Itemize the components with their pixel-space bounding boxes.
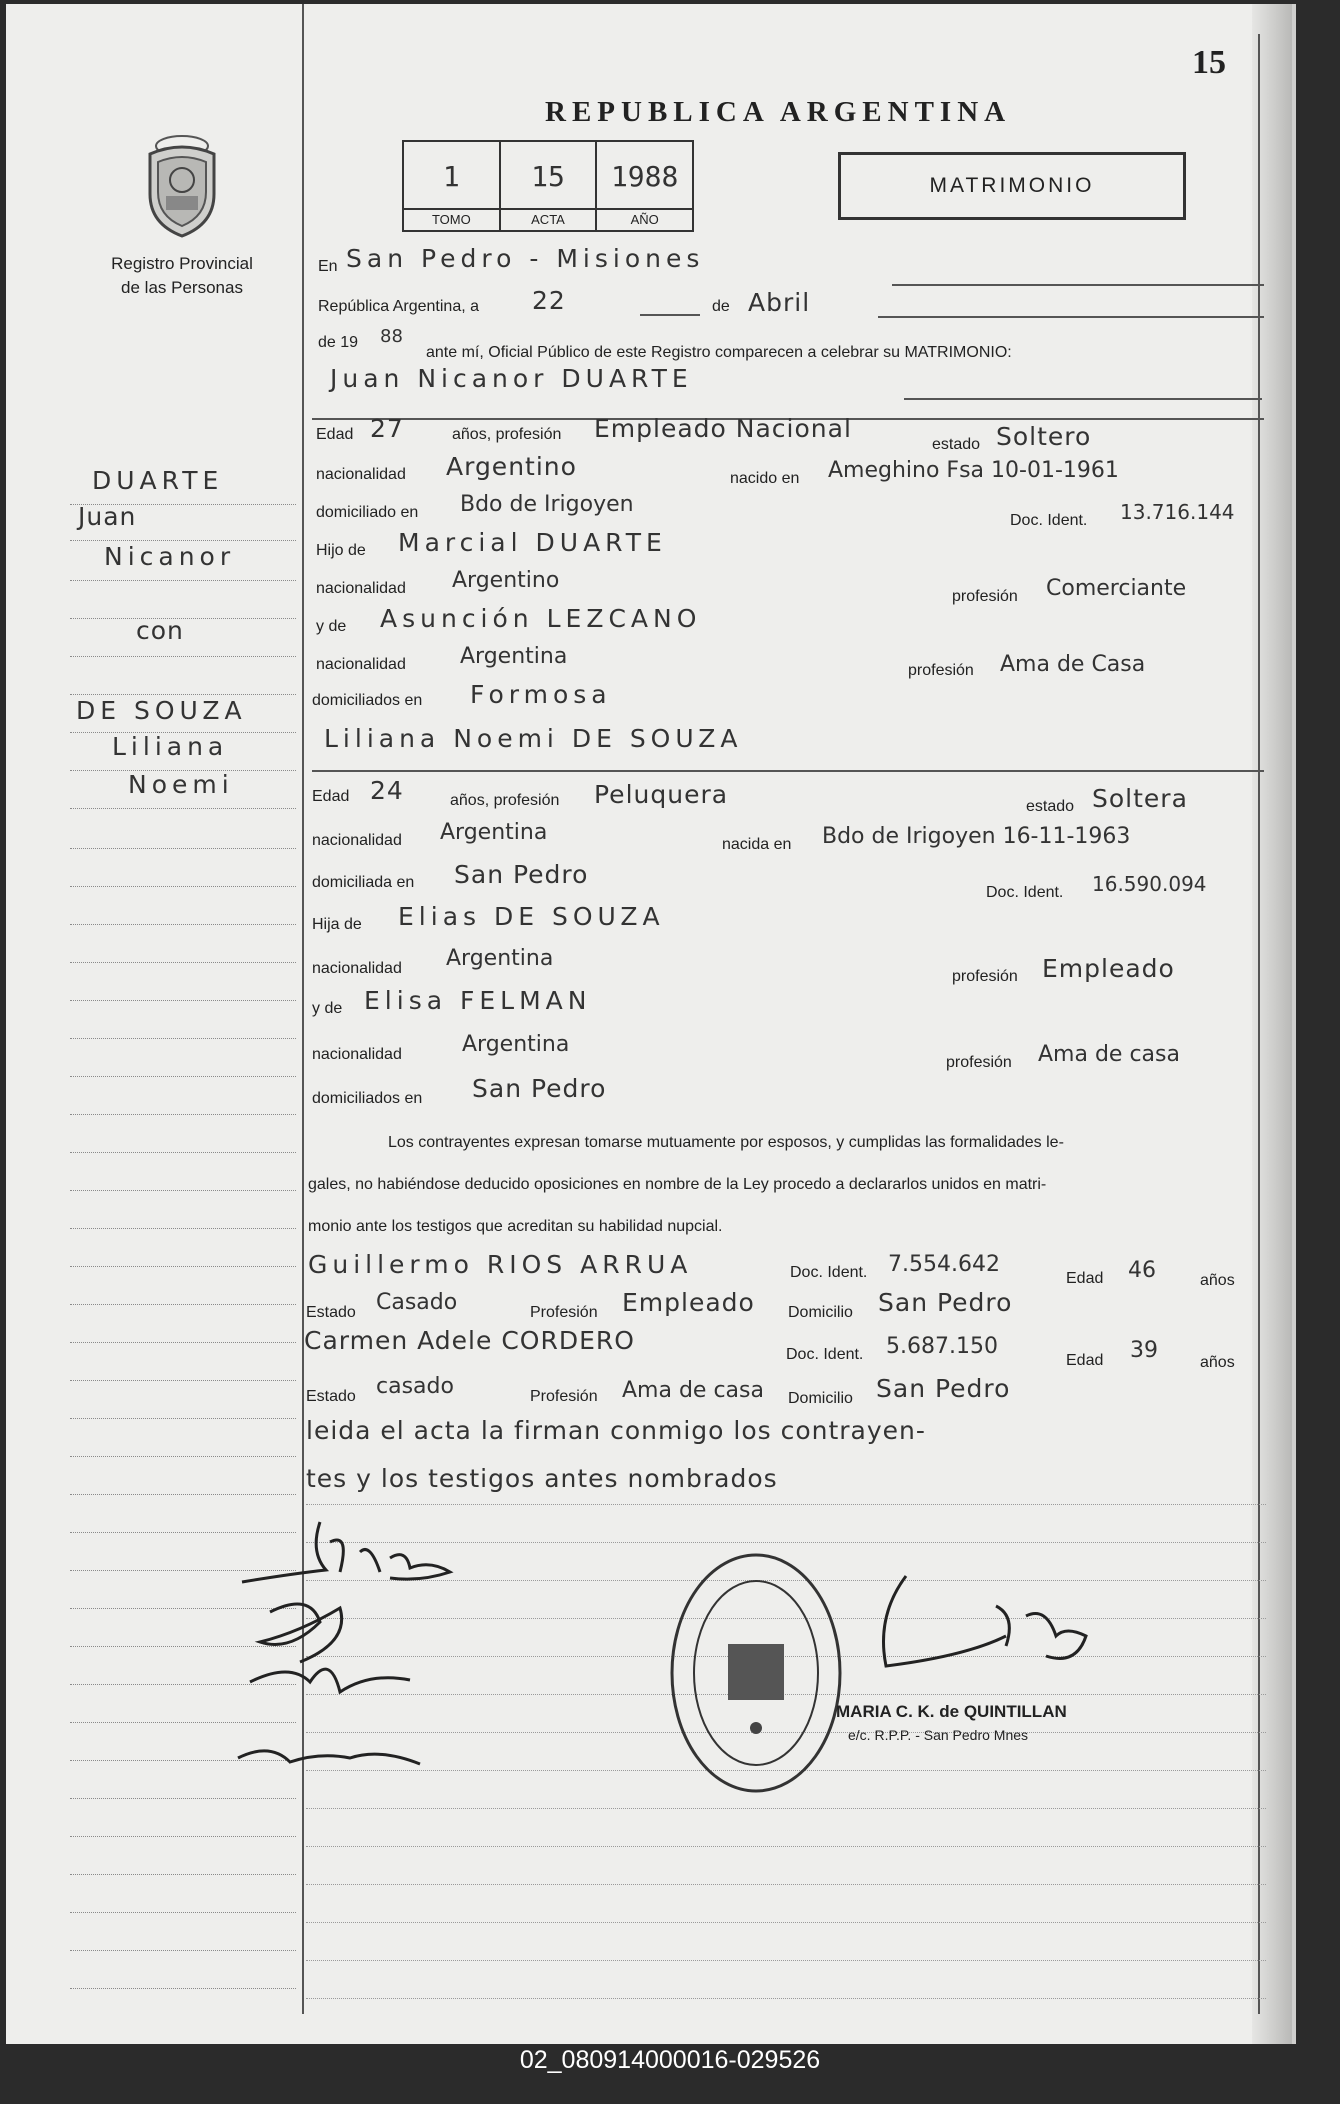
anio-value: 1988 — [610, 160, 679, 193]
bride-padre: Elias DE SOUZA — [398, 902, 665, 931]
witness1-estado: Casado — [376, 1290, 458, 1315]
groom-madre-nac-label: nacionalidad — [316, 656, 406, 673]
officer-stamp-office: e/c. R.P.P. - San Pedro Mnes — [848, 1727, 1029, 1743]
witness2-estado: casado — [376, 1374, 454, 1399]
republica-label: República Argentina, a — [318, 298, 479, 315]
declaration-line-2: gales, no habiéndose deducido oposiciones en nombre de la Ley procedo a declararlos unidos en matri- — [308, 1176, 1047, 1193]
groom-padre-nac-label: nacionalidad — [316, 580, 406, 597]
declaration-line-3: monio ante los testigos que acreditan su habilidad nupcial. — [308, 1218, 723, 1235]
bride-padres-dom-label: domiciliados en — [312, 1090, 423, 1107]
groom-madre-nac: Argentina — [460, 644, 568, 669]
groom-nac-label: nacionalidad — [316, 466, 406, 483]
witness2-edad: 39 — [1130, 1338, 1158, 1363]
bride-doc-label: Doc. Ident. — [986, 884, 1064, 901]
anio-label: AÑO — [597, 208, 692, 230]
groom-doc-label: Doc. Ident. — [1010, 512, 1088, 529]
tomo-cell — [404, 142, 501, 230]
registration-box — [402, 140, 694, 232]
bride-nacida: Bdo de Irigoyen 16-11-1963 — [822, 824, 1131, 849]
groom-padres-dom: Formosa — [470, 680, 612, 709]
bride-madre: Elisa FELMAN — [364, 986, 592, 1015]
witness1-doc-label: Doc. Ident. — [790, 1264, 868, 1281]
bride-domicilio: San Pedro — [454, 860, 589, 889]
bride-nacida-label: nacida en — [722, 836, 792, 853]
witness1-dom-label: Domicilio — [788, 1304, 853, 1321]
bride-name: Liliana Noemi DE SOUZA — [324, 724, 743, 753]
witness2-estado-label: Estado — [306, 1388, 356, 1405]
groom-doc: 13.716.144 — [1120, 500, 1235, 524]
groom-madre-prof-label: profesión — [908, 662, 974, 679]
margin-first-name-groom: Juan — [78, 502, 137, 531]
groom-dom-label: domiciliado en — [316, 504, 419, 521]
witness2-domicilio: San Pedro — [876, 1374, 1011, 1403]
acta-cell — [501, 142, 598, 230]
bride-madre-prof: Ama de casa — [1038, 1042, 1180, 1067]
groom-madre-prof: Ama de Casa — [1000, 652, 1146, 677]
signatures-left — [230, 1512, 530, 1802]
bride-dom-label: domiciliada en — [312, 874, 415, 891]
groom-yde-label: y de — [316, 618, 347, 635]
year-suffix: 88 — [380, 326, 403, 347]
bride-nacionalidad: Argentina — [440, 820, 548, 845]
groom-padre-nac: Argentino — [452, 568, 560, 593]
groom-edad: 27 — [370, 414, 404, 443]
registry-line-2: de las Personas — [121, 278, 243, 297]
bride-edad-label: Edad — [312, 788, 350, 805]
bride-madre-prof-label: profesión — [946, 1054, 1012, 1071]
place-value: San Pedro - Misiones — [346, 244, 705, 273]
groom-hijo-label: Hijo de — [316, 542, 366, 559]
registry-seal-icon — [668, 1548, 848, 1798]
margin-surname-groom: DUARTE — [92, 466, 224, 495]
closing-line-1: leida el acta la firman conmigo los contrayen- — [306, 1416, 926, 1445]
witness2-doc: 5.687.150 — [886, 1334, 998, 1359]
groom-anios-prof-label: años, profesión — [452, 426, 562, 443]
witness1-anios-label: años — [1200, 1272, 1235, 1289]
year-prefix: de 19 — [318, 334, 359, 351]
groom-profesion: Empleado Nacional — [594, 414, 852, 443]
margin-surname-bride: DE SOUZA — [76, 696, 247, 725]
bride-estado: Soltera — [1092, 784, 1188, 813]
groom-nacido-label: nacido en — [730, 470, 800, 487]
acta-value: 15 — [531, 160, 565, 193]
groom-nacionalidad: Argentino — [446, 452, 577, 481]
witness1-edad: 46 — [1128, 1258, 1156, 1283]
witness1-prof-label: Profesión — [530, 1304, 598, 1321]
en-label: En — [318, 258, 338, 275]
bride-padre-nac: Argentina — [446, 946, 554, 971]
witness2-doc-label: Doc. Ident. — [786, 1346, 864, 1363]
month-value: Abril — [748, 288, 811, 317]
witness2-anios-label: años — [1200, 1354, 1235, 1371]
anio-cell — [597, 142, 692, 230]
bride-edad: 24 — [370, 776, 404, 805]
provincial-crest-icon — [140, 132, 224, 242]
bride-hija-label: Hija de — [312, 916, 362, 933]
witness1-estado-label: Estado — [306, 1304, 356, 1321]
bride-profesion: Peluquera — [594, 780, 729, 809]
groom-madre: Asunción LEZCANO — [380, 604, 702, 633]
bride-padres-dom: San Pedro — [472, 1074, 607, 1103]
groom-domicilio: Bdo de Irigoyen — [460, 492, 634, 517]
witness2-edad-label: Edad — [1066, 1352, 1104, 1369]
witness1-profesion: Empleado — [622, 1288, 755, 1317]
bride-padre-prof: Empleado — [1042, 954, 1175, 983]
groom-padres-dom-label: domiciliados en — [312, 692, 423, 709]
groom-estado-label: estado — [932, 436, 981, 453]
document-title: REPUBLICA ARGENTINA — [545, 96, 1012, 128]
witness2-prof-label: Profesión — [530, 1388, 598, 1405]
groom-nacido: Ameghino Fsa 10-01-1961 — [828, 458, 1119, 483]
record-type-box: MATRIMONIO — [838, 152, 1186, 220]
registry-line-1: Registro Provincial — [111, 254, 253, 273]
margin-middle-name-groom: Nicanor — [104, 542, 236, 571]
bride-madre-nac: Argentina — [462, 1032, 570, 1057]
witness2-profesion: Ama de casa — [622, 1378, 764, 1403]
margin-first-name-bride: Liliana — [112, 732, 229, 761]
scan-code: 02_080914000016-029526 — [519, 2046, 821, 2074]
right-rule — [1258, 34, 1260, 2014]
tomo-value: 1 — [442, 160, 460, 193]
margin-middle-name-bride: Noemi — [128, 770, 234, 799]
ante-text: ante mí, Oficial Público de este Registro comparecen a celebrar su MATRIMONIO: — [426, 344, 1012, 361]
witness2-name: Carmen Adele CORDERO — [304, 1326, 635, 1355]
registry-label — [64, 252, 300, 300]
witness1-edad-label: Edad — [1066, 1270, 1104, 1287]
day-value: 22 — [532, 286, 566, 315]
bride-estado-label: estado — [1026, 798, 1075, 815]
groom-padre: Marcial DUARTE — [398, 528, 667, 557]
acta-label: ACTA — [501, 208, 596, 230]
groom-edad-label: Edad — [316, 426, 354, 443]
witness1-name: Guillermo RIOS ARRUA — [308, 1250, 693, 1279]
register-page — [6, 4, 1296, 2044]
groom-padre-prof-label: profesión — [952, 588, 1018, 605]
groom-name: Juan Nicanor DUARTE — [330, 364, 693, 393]
de-label: de — [712, 298, 730, 315]
bride-nac-label: nacionalidad — [312, 832, 402, 849]
margin-con: con — [136, 616, 184, 645]
bride-padre-nac-label: nacionalidad — [312, 960, 402, 977]
page-number: 15 — [1192, 44, 1226, 81]
groom-padre-prof: Comerciante — [1046, 576, 1187, 601]
tomo-label: TOMO — [404, 208, 499, 230]
officer-stamp-name: MARIA C. K. de QUINTILLAN — [836, 1702, 1067, 1721]
officer-signature — [846, 1556, 1136, 1716]
bride-anios-prof-label: años, profesión — [450, 792, 560, 809]
witness1-domicilio: San Pedro — [878, 1288, 1013, 1317]
closing-line-2: tes y los testigos antes nombrados — [306, 1464, 778, 1493]
witness1-doc: 7.554.642 — [888, 1252, 1000, 1277]
declaration-line-1: Los contrayentes expresan tomarse mutuamente por esposos, y cumplidas las formalidades le- — [388, 1134, 1064, 1151]
bride-padre-prof-label: profesión — [952, 968, 1018, 985]
groom-estado: Soltero — [996, 422, 1092, 451]
declaration-paragraph — [308, 1122, 1238, 1248]
bride-doc: 16.590.094 — [1092, 872, 1207, 896]
bride-madre-nac-label: nacionalidad — [312, 1046, 402, 1063]
witness2-dom-label: Domicilio — [788, 1390, 853, 1407]
bride-yde-label: y de — [312, 1000, 343, 1017]
